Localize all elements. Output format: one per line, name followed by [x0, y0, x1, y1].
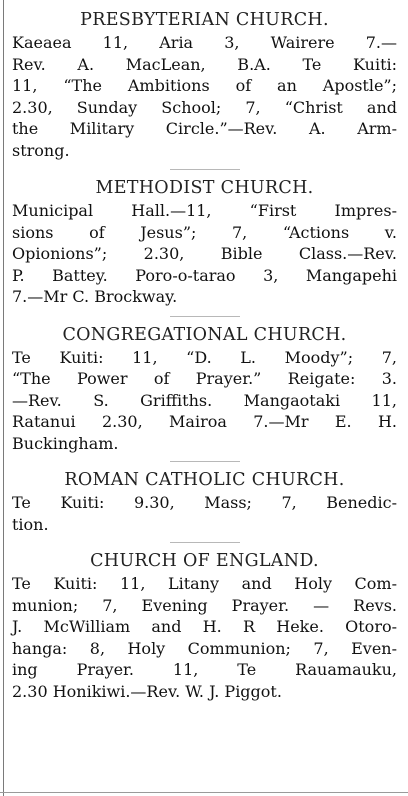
text-line: ing Prayer. 11, Te Rauamauku,	[12, 660, 397, 679]
section-heading: PRESBYTERIAN CHURCH.	[80, 10, 329, 30]
text-line: Te Kuiti: 9.30, Mass; 7, Benedic-	[12, 493, 397, 512]
text-line: Rev. A. MacLean, B.A. Te Kuiti:	[12, 54, 397, 74]
text-line: Kaeaea 11, Aria 3, Wairere 7.—	[12, 33, 397, 52]
text-line: Buckingham.	[12, 433, 119, 453]
text-line: 2.30 Honikiwi.—Rev. W. J. Piggot.	[12, 681, 282, 701]
section-body	[12, 32, 397, 161]
text-line: “The Power of Prayer.” Reigate: 3.	[12, 369, 397, 388]
section-roman-catholic	[12, 468, 397, 535]
column-rule-bottom	[0, 792, 408, 793]
text-line: munion; 7, Evening Prayer. — Revs.	[12, 595, 397, 615]
section-body	[12, 492, 397, 535]
section-presbyterian	[12, 8, 397, 161]
text-line: 7.—Mr C. Brockway.	[12, 287, 178, 306]
text-line: the Military Circle.”—Rev. A. Arm-	[12, 119, 397, 138]
text-line: —Rev. S. Griffiths. Mangaotaki 11,	[12, 390, 397, 410]
section-church-of-england	[12, 549, 397, 702]
text-line: Te Kuiti: 11, Litany and Holy Com-	[12, 574, 397, 593]
text-line: Municipal Hall.—11, “First Impres-	[12, 201, 397, 220]
column-rule-left	[3, 0, 4, 796]
text-line: sions of Jesus”; 7, “Actions v.	[12, 222, 397, 242]
text-line: Opionions”; 2.30, Bible Class.—Rev.	[12, 244, 397, 263]
section-heading: ROMAN CATHOLIC CHURCH.	[64, 470, 345, 490]
text-line: J. McWilliam and H. R Heke. Otoro-	[12, 617, 397, 636]
section-heading: CONGREGATIONAL CHURCH.	[62, 324, 347, 345]
section-congregational	[12, 323, 397, 455]
section-heading: CHURCH OF ENGLAND.	[90, 551, 319, 571]
text-line: Ratanui 2.30, Mairoa 7.—Mr E. H.	[12, 412, 397, 431]
section-divider	[170, 542, 240, 543]
section-body	[12, 200, 397, 308]
section-body	[12, 573, 397, 702]
text-line: 11, “The Ambitions of an Apostle”;	[12, 76, 397, 95]
section-body	[12, 347, 397, 455]
text-line: P. Battey. Poro-o-tarao 3, Mangapehi	[12, 265, 397, 285]
section-divider	[170, 169, 240, 170]
section-divider	[170, 461, 240, 462]
section-methodist	[12, 176, 397, 308]
section-divider	[170, 316, 240, 317]
text-line: strong.	[12, 140, 70, 160]
section-heading: METHODIST CHURCH.	[95, 178, 314, 198]
text-line: tion.	[12, 514, 49, 534]
text-line: hanga: 8, Holy Communion; 7, Even-	[12, 638, 397, 658]
text-line: Te Kuiti: 11, “D. L. Moody”; 7,	[12, 347, 397, 367]
text-line: 2.30, Sunday School; 7, “Christ and	[12, 97, 397, 117]
